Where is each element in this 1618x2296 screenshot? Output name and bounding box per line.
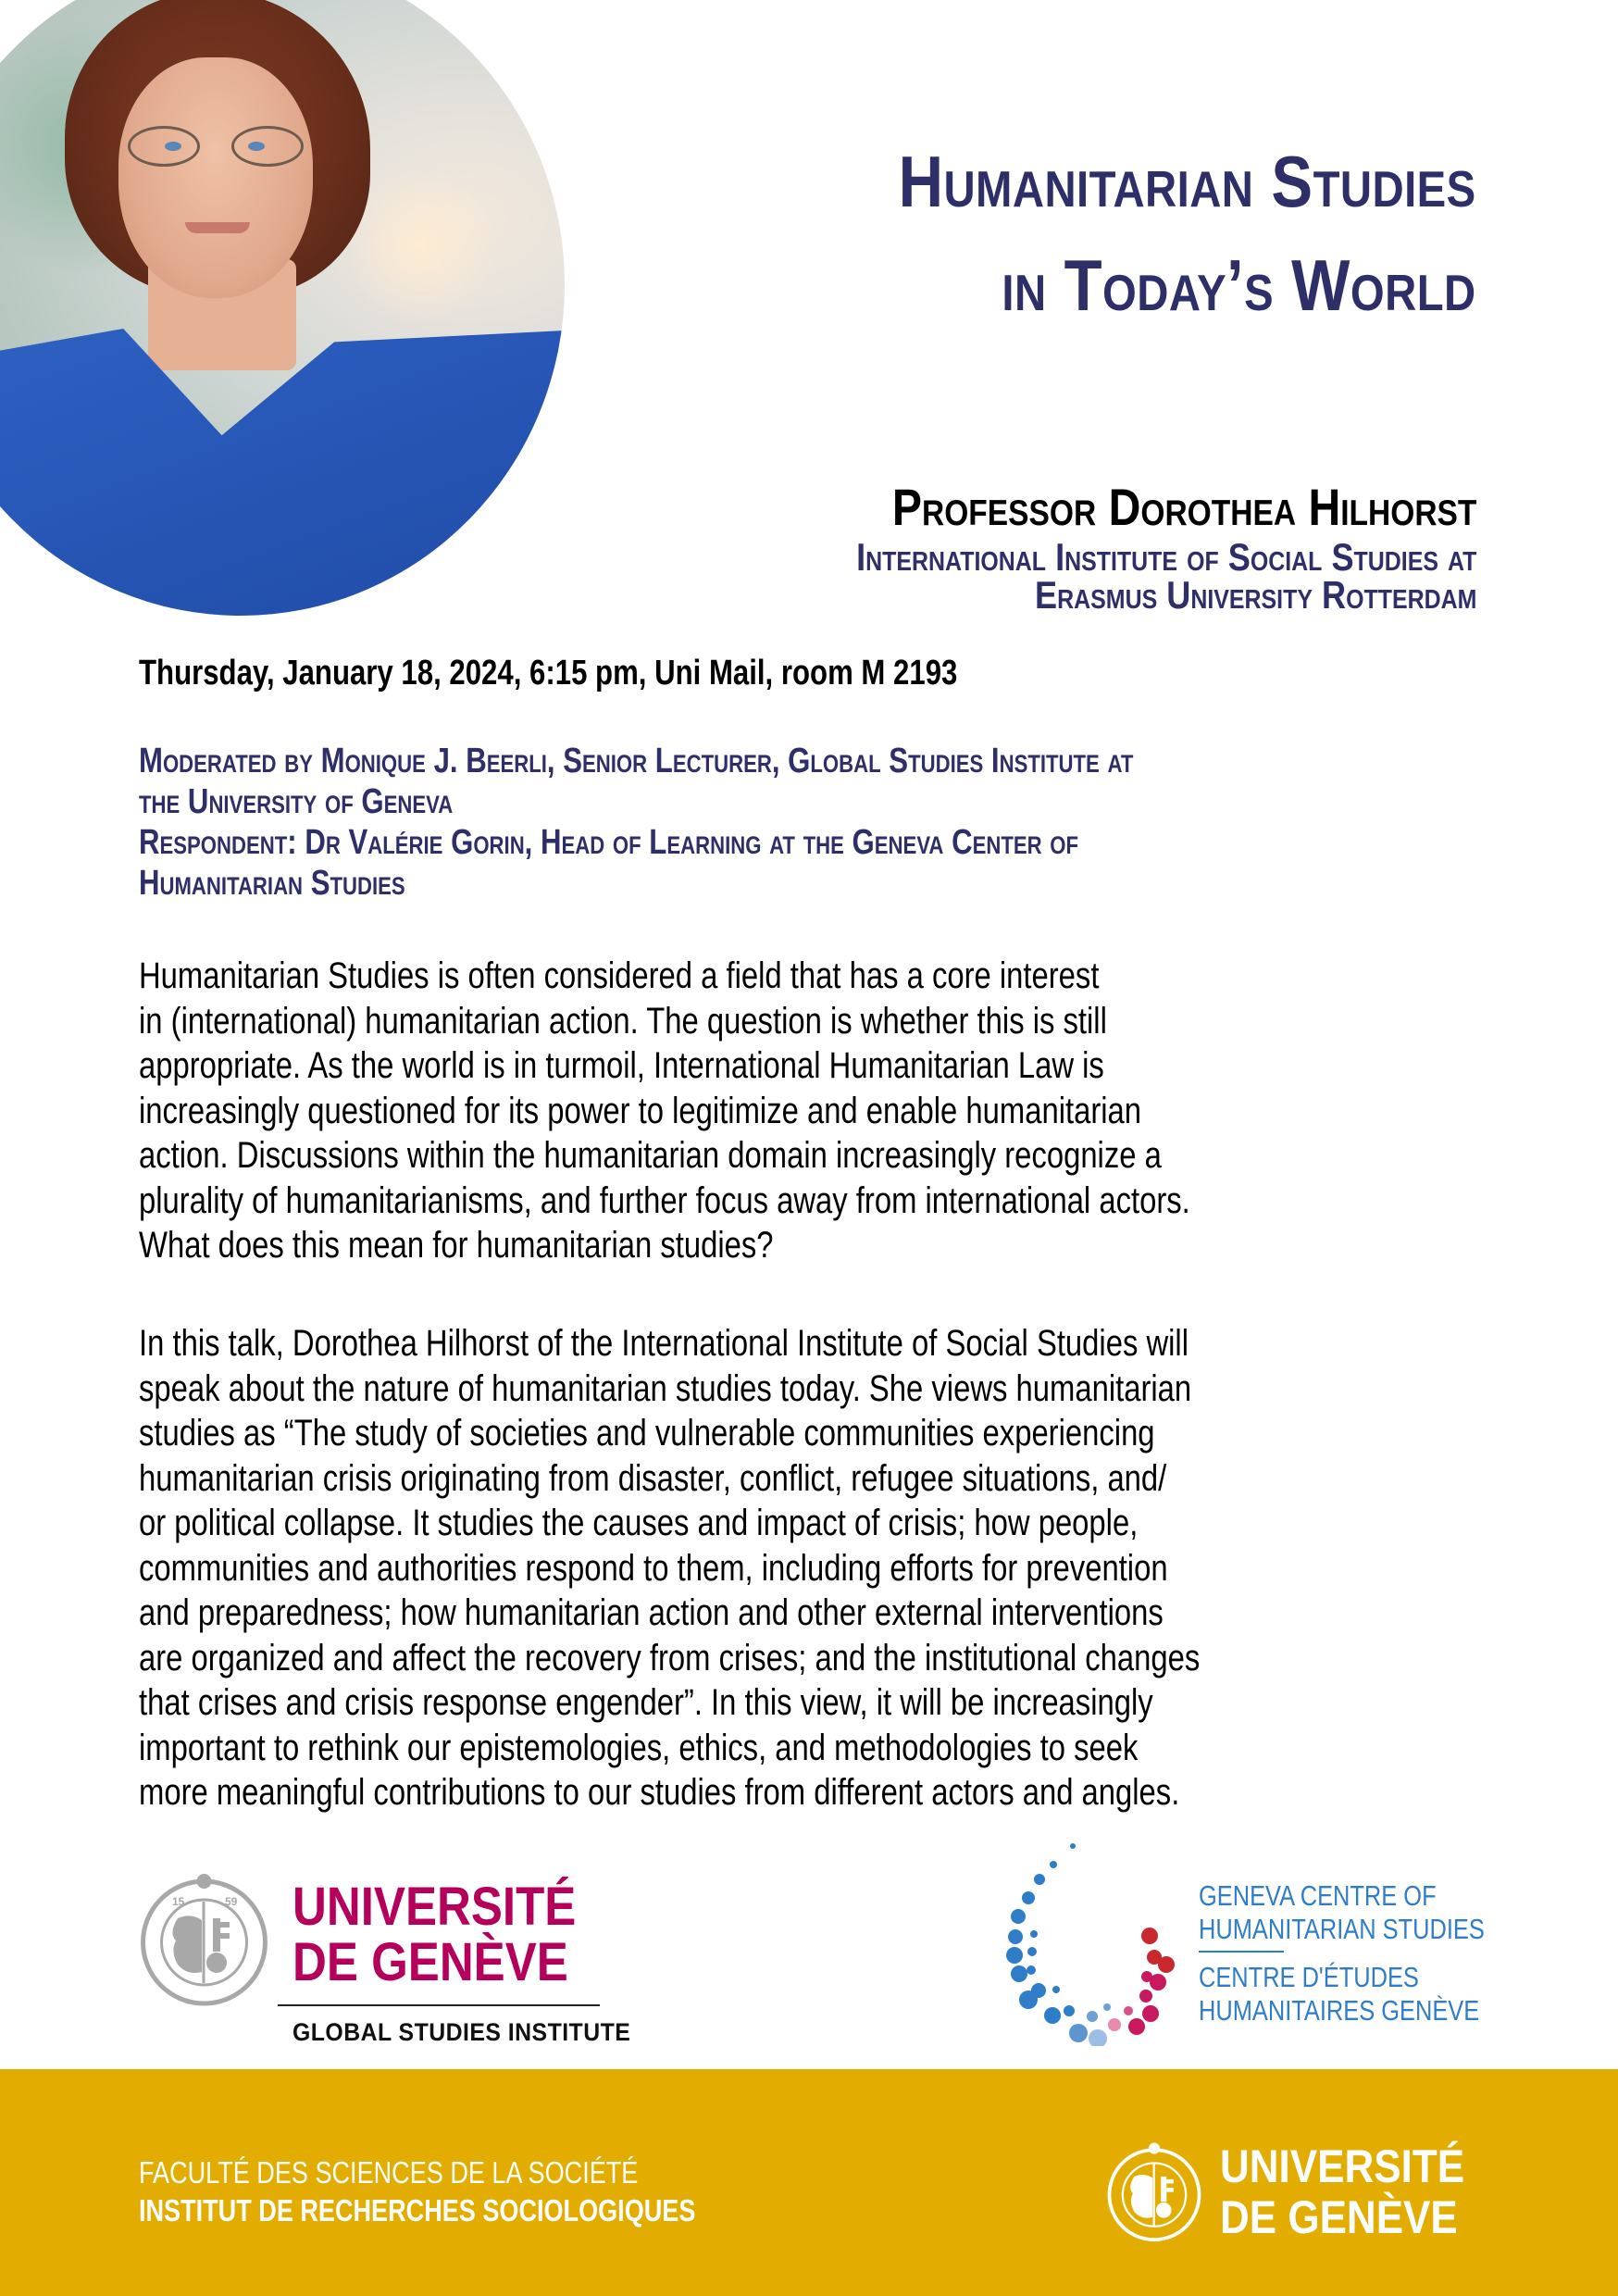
text-line: humanitarian crisis originating from disaster, conflict, refugee situations, and/ <box>139 1457 1167 1499</box>
gchs-line-4: HUMANITAIRES GENÈVE <box>1199 1994 1480 2027</box>
text-line: communities and authorities respond to them, including efforts for prevention <box>139 1547 1168 1589</box>
unige-wordmark <box>292 1879 576 1990</box>
text-line: are organized and affect the recovery from crises; and the institutional changes <box>139 1637 1201 1678</box>
footer-band <box>0 2069 1618 2296</box>
unige-line-1: UNIVERSITÉ <box>292 1877 577 1937</box>
text-line: Humanitarian Studies is often considered a field that has a core interest <box>139 955 1100 996</box>
event-date-location: Thursday, January 18, 2024, 6:15 pm, Uni Mail, room M 2193 <box>139 654 958 693</box>
gchs-logo <box>1004 1842 1504 2046</box>
svg-text:59: 59 <box>225 1895 238 1908</box>
title-line-1: Humanitarian Studies <box>898 141 1476 222</box>
faculty-label: FACULTÉ DES SCIENCES DE LA SOCIÉTÉ <box>139 2155 639 2190</box>
text-line: appropriate. As the world is in turmoil, International Humanitarian Law is <box>139 1045 1104 1086</box>
title-line-2: in Today’s World <box>1002 244 1476 326</box>
text-line: speak about the nature of humanitarian studies today. She views humanitarian <box>139 1367 1192 1409</box>
abstract-paragraph-2 <box>139 1321 1490 1816</box>
unige-global-studies-logo <box>137 1872 655 2048</box>
moderator-line-1: Moderated by Monique J. Beerli, Senior Lecturer, Global Studies Institute at <box>139 742 1134 780</box>
svg-text:15: 15 <box>172 1895 185 1908</box>
respondent-line-2: Humanitarian Studies <box>139 864 405 903</box>
event-title <box>899 130 1476 337</box>
gchs-divider <box>1199 1951 1284 1953</box>
unige-wordmark-white <box>1220 2141 1464 2243</box>
text-line: What does this mean for humanitarian studies? <box>139 1225 774 1266</box>
moderator-respondent-block <box>139 741 1437 904</box>
photo-glasses <box>128 126 304 167</box>
text-line: In this talk, Dorothea Hilhorst of the International Institute of Social Studies will <box>139 1323 1189 1364</box>
text-line: increasingly questioned for its power to legitimize and enable humanitarian <box>139 1090 1142 1131</box>
speaker-photo <box>0 0 565 616</box>
institute-label: INSTITUT DE RECHERCHES SOCIOLOGIQUES <box>139 2193 696 2227</box>
speaker-name: Professor Dorothea Hilhorst <box>891 478 1476 536</box>
text-line: important to rethink our epistemologies, ethics, and methodologies to seek <box>139 1727 1139 1768</box>
abstract-paragraph-1 <box>139 954 1490 1268</box>
unige-seal-icon <box>137 1872 271 2006</box>
unige-white-line-1: UNIVERSITÉ <box>1220 2140 1465 2192</box>
logo-divider <box>278 2004 600 2006</box>
global-studies-institute-label: GLOBAL STUDIES INSTITUTE <box>292 2018 631 2046</box>
gchs-dots-icon <box>1004 1842 1189 2046</box>
text-line: plurality of humanitarianisms, and further focus away from international actors. <box>139 1179 1190 1221</box>
unige-seal-white-icon <box>1103 2141 1205 2243</box>
photo-smile <box>185 222 250 233</box>
speaker-affiliation-line-1: International Institute of Social Studies at <box>855 535 1476 579</box>
text-line: in (international) humanitarian action. The question is whether this is still <box>139 1000 1107 1042</box>
gchs-french-name <box>1199 1961 1479 2028</box>
text-line: that crises and crisis response engender”. In this view, it will be increasingly <box>139 1682 1153 1723</box>
text-line: action. Discussions within the humanitarian domain increasingly recognize a <box>139 1135 1162 1176</box>
gchs-english-name <box>1199 1879 1485 1946</box>
speaker-block <box>855 477 1476 617</box>
text-line: studies as “The study of societies and vulnerable communities experiencing <box>139 1413 1155 1454</box>
gchs-line-3: CENTRE D'ÉTUDES <box>1199 1961 1419 1993</box>
text-line: and preparedness; how humanitarian action and other external interventions <box>139 1592 1164 1633</box>
speaker-affiliation-line-2: Erasmus University Rotterdam <box>1034 573 1476 617</box>
gchs-line-1: GENEVA CENTRE OF <box>1199 1879 1437 1912</box>
text-line: or political collapse. It studies the causes and impact of crisis; how people, <box>139 1503 1139 1543</box>
unige-white-line-2: DE GENÈVE <box>1220 2191 1458 2243</box>
photo-blue-dress <box>0 329 565 616</box>
photo-face <box>118 57 313 298</box>
respondent-line-1: Respondent: Dr Valérie Gorin, Head of Learning at the Geneva Center of <box>139 823 1079 862</box>
text-line: more meaningful contributions to our studies from different actors and angles. <box>139 1772 1180 1813</box>
gchs-line-2: HUMANITARIAN STUDIES <box>1199 1913 1485 1945</box>
moderator-line-2: the University of Geneva <box>139 782 454 821</box>
unige-line-2: DE GENÈVE <box>292 1932 568 1992</box>
